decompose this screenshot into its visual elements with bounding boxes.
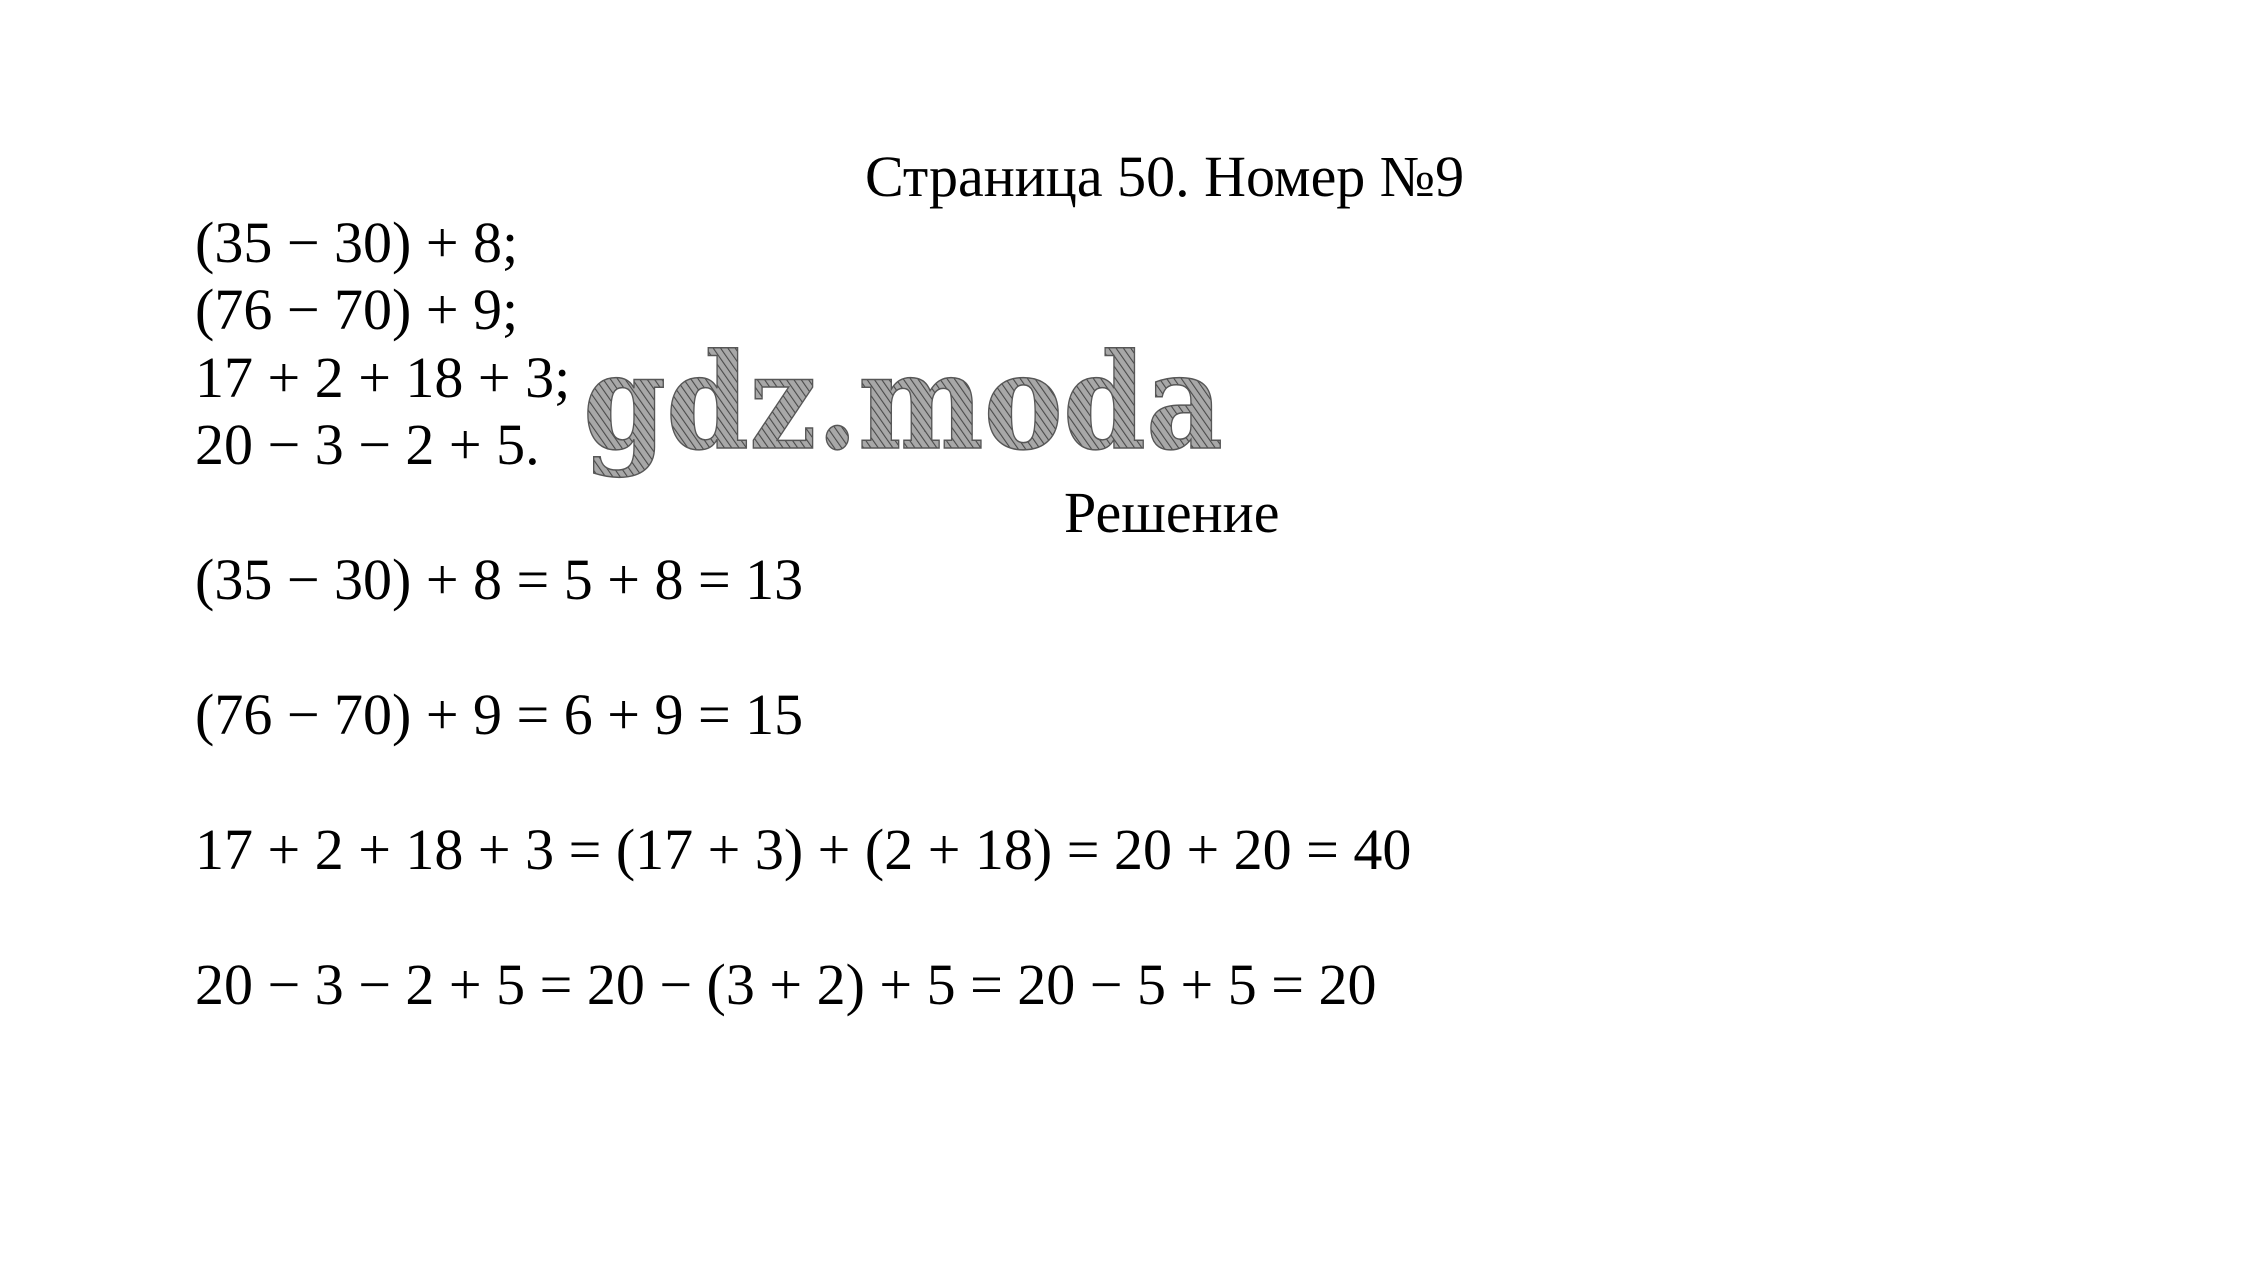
- task-expression: 20 − 3 − 2 + 5.: [195, 412, 540, 477]
- watermark-logo: [575, 340, 1235, 490]
- solution-line: (35 − 30) + 8 = 5 + 8 = 13: [195, 547, 804, 612]
- task-expression: 17 + 2 + 18 + 3;: [195, 345, 571, 410]
- task-expression: (76 − 70) + 9;: [195, 277, 519, 342]
- watermark-text: gdz.moda: [583, 340, 1223, 480]
- task-expression: (35 − 30) + 8;: [195, 210, 519, 275]
- solution-line: (76 − 70) + 9 = 6 + 9 = 15: [195, 682, 804, 747]
- solution-line: 20 − 3 − 2 + 5 = 20 − (3 + 2) + 5 = 20 − 5 + 5 = 20: [195, 952, 1377, 1017]
- solution-line: 17 + 2 + 18 + 3 = (17 + 3) + (2 + 18) = 20 + 20 = 40: [195, 817, 1412, 882]
- page-title: Страница 50. Номер №9: [865, 144, 1465, 209]
- solution-heading: Решение: [1064, 480, 1280, 545]
